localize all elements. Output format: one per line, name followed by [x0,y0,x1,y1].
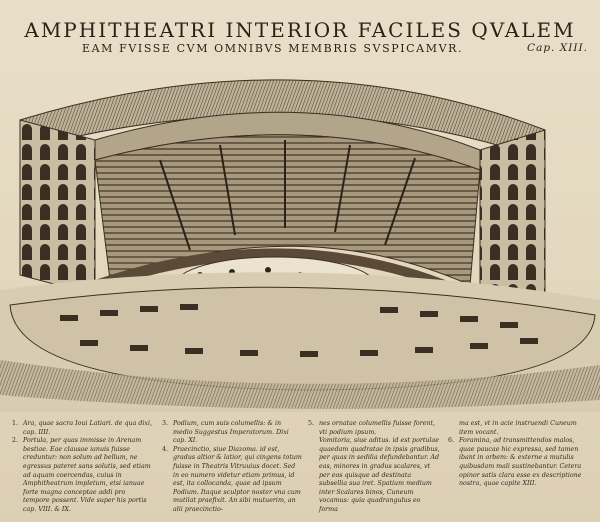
note-number: 4. [162,445,169,453]
note-text: Portula, per quas immisse in Arenam bestiae. Eae clausae ianuis fuisse creduntur: non solum ad bellum, ne egressus pateret sans solutis, sed etiam ad aquam coercendas, cuius in Amphitheatrum impletum, etsi ianuae forte magna conceptae addi pro tempore possent. Vide super his portis cap. VIII. & IX. [23,437,151,513]
title-line-1: AMPHITHEATRI INTERIOR FACILES QVALEM [24,18,576,42]
note-text: ma est, vt in acie instruendi Cuneum item vocant. [459,420,577,436]
note-item [162,420,302,446]
note-text: Praecinctio, siue Diazoma. id est, gradus altior & latior, qui cingens totum fuisse in Theatris Vitruuius docet. Sed in eo numero videtur etiam primus, id est, ita collocanda, quae ad ipsum Podium. Itaque sculptor noster vna cum mutilat praefixit. An sibi mutuerim, an alii praecinctio- [173,445,302,513]
notes-column-3 [308,420,440,515]
amphitheatre-engraving [0,60,600,412]
note-text: Foramina, ad transmittendos malos, quae paucae hic expressa, sed tamen ibant in orbem: & externe a mutulis quibusdam mali sustinebantur. Cetera opinor satis clara esse ex descriptione nostra, quae capite XIII. [459,437,582,488]
note-text: nes ornatae columellis fuisse forent, vti podium ipsum. [319,420,436,436]
note-text: Podium, cum suis columellis: & in medio Suggestus Imperatorum. Dixi cap. XI. [173,420,289,445]
notes-column-2 [162,420,302,515]
note-item [448,437,588,489]
note-item [12,437,152,514]
note-number: 2. [12,437,19,445]
note-item [308,420,440,437]
note-number: 3. [162,420,169,427]
note-number: 5. [308,420,315,427]
note-item [448,420,588,437]
note-number [448,420,456,437]
note-number: 6. [448,437,455,445]
note-text: Ara, quae sacra Ioui Latiari. de qua dixi, cap. IIII. [23,420,152,436]
title-line-2: EAM FVISSE CVM OMNIBVS MEMBRIS SVSPICAMVR. [82,42,464,55]
note-number [308,437,316,514]
notes-column-1 [12,420,152,515]
chapter-label: Cap. XIII. [527,42,588,54]
note-item [308,437,440,514]
note-text: Vomitoria, siue aditus. id est portulae quaedam quadratae in ipsis gradibus, per quas in sedilia defundebantur. Ad eas, minores in gradus scalares, vt per eos quisque ad destinata subsellia sua iret. Spatium medium inter Scalares binos, Cuneum vocamus: quia quadrangulus eo forma [319,437,440,513]
notes-column-4 [448,420,588,489]
note-item [162,446,302,515]
note-item [12,420,152,437]
note-number: 1. [12,420,19,427]
